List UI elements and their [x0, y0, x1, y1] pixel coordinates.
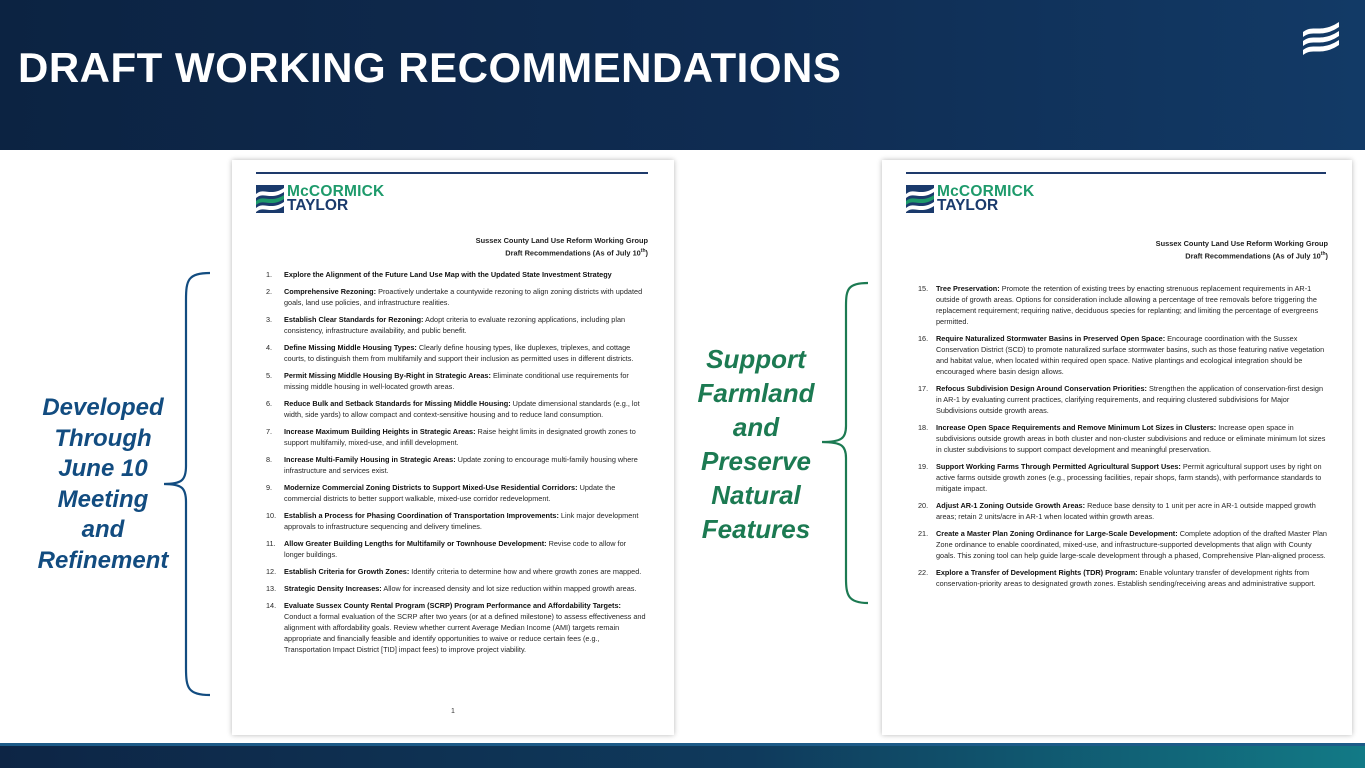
doc-heading-2: Draft Recommendations (As of July 10th) — [1185, 251, 1328, 261]
recommendations-list-1 — [266, 269, 648, 661]
right-label-line: Farmland — [697, 378, 815, 408]
recommendation-item — [918, 333, 1330, 377]
recommendation-title: Refocus Subdivision Design Around Conservation Priorities: — [936, 384, 1147, 393]
recommendation-text: Encourage coordination with the Sussex Conservation District (SCD) to promote naturalized surface stormwater basins, such as those featuring native vegetation and habitat value, when located within required open space. Native plantings and ecological integration should be encouraged where basin design allows. — [936, 334, 1325, 376]
recommendation-item — [266, 600, 648, 655]
recommendation-number: 15. — [918, 284, 929, 293]
right-label-line: Preserve — [701, 446, 811, 476]
left-label-line: and — [81, 516, 125, 543]
recommendation-item — [266, 370, 648, 392]
recommendation-number: 17. — [918, 384, 929, 393]
recommendation-number: 7. — [266, 427, 273, 436]
recommendation-title: Increase Multi-Family Housing in Strategic Areas: — [284, 455, 456, 464]
recommendation-number: 18. — [918, 423, 929, 432]
recommendation-text: Complete adoption of the drafted Master Plan Zone ordinance to enable coordinated, mixed-use, and infrastructure-supported developments that align with County goals. This zoning tool can help guide large-scale development through a phased, Comprehensive Plan-aligned process. — [936, 529, 1327, 560]
recommendation-text: Clearly define housing types, like duplexes, triplexes, and cottage courts, to distinguish them from multifamily and support their inclusion as permitted uses in different districts. — [284, 343, 634, 363]
recommendation-title: Create a Master Plan Zoning Ordinance for Large-Scale Development: — [936, 529, 1178, 538]
recommendation-item — [918, 422, 1330, 455]
recommendation-title: Establish Clear Standards for Rezoning: — [284, 315, 424, 324]
left-brace-icon — [160, 270, 212, 698]
page-number: 1 — [451, 708, 455, 715]
document-page-2 — [882, 160, 1352, 735]
document-page-1 — [232, 160, 674, 735]
logo-line-1: McCORMICK — [937, 183, 1035, 200]
recommendation-number: 9. — [266, 483, 273, 492]
slide-title: DRAFT WORKING RECOMMENDATIONS — [18, 44, 842, 91]
recommendation-item — [266, 454, 648, 476]
recommendation-number: 5. — [266, 371, 273, 380]
recommendation-title: Define Missing Middle Housing Types: — [284, 343, 417, 352]
doc-heading-1: Sussex County Land Use Reform Working Group — [475, 236, 648, 245]
recommendation-title: Increase Open Space Requirements and Remove Minimum Lot Sizes in Clusters: — [936, 423, 1217, 432]
left-label-line: Developed — [42, 394, 164, 421]
brand-wave-icon — [1301, 18, 1341, 58]
logo-line-2: TAYLOR — [937, 197, 999, 214]
recommendation-item — [266, 510, 648, 532]
mccormick-taylor-logo — [906, 185, 1034, 213]
recommendation-number: 14. — [266, 601, 277, 610]
recommendation-item — [266, 342, 648, 364]
recommendation-item — [266, 583, 648, 594]
recommendation-title: Evaluate Sussex County Rental Program (SCRP) Program Performance and Affordability Targets: — [284, 601, 621, 610]
recommendation-number: 11. — [266, 539, 276, 548]
left-label-line: Refinement — [37, 546, 169, 574]
recommendation-number: 1. — [266, 270, 273, 279]
mccormick-taylor-logo-icon — [256, 185, 284, 213]
right-label-line: Support — [706, 344, 806, 374]
recommendation-number: 20. — [918, 501, 929, 510]
mccormick-taylor-logo — [256, 185, 384, 213]
mccormick-taylor-logo-icon — [906, 185, 934, 213]
recommendation-title: Strategic Density Increases: — [284, 584, 382, 593]
recommendation-text: Promote the retention of existing trees by enacting strenuous replacement requirements in AR-1 outside of growth areas. Options for consideration include allowing a percentage of tree removals before triggering the replacement requirement; requiring native, deciduous species for replanting; and limiting the percentage of evergreens permitted. — [936, 284, 1319, 326]
recommendation-text: Update the commercial districts to better support walkable, mixed-use corridor redevelopment. — [284, 483, 616, 503]
page-top-rule — [256, 172, 648, 174]
right-label-line: and — [732, 412, 780, 442]
recommendation-item — [266, 286, 648, 308]
recommendation-item — [918, 461, 1330, 494]
recommendation-text: Permit agricultural support uses by right on active farms outside growth zones (e.g., processing facilities, repair shops, farm stands), with performance standards to mitigate impact. — [936, 462, 1322, 493]
recommendation-item — [918, 283, 1330, 327]
left-label-line: Meeting — [57, 485, 149, 513]
recommendation-title: Tree Preservation: — [936, 284, 1000, 293]
recommendation-title: Adjust AR-1 Zoning Outside Growth Areas: — [936, 501, 1086, 510]
recommendation-title: Explore the Alignment of the Future Land Use Map with the Updated State Investment Strategy — [284, 270, 612, 279]
recommendation-title: Allow Greater Building Lengths for Multifamily or Townhouse Development: — [284, 539, 547, 548]
right-label-line: Natural — [711, 480, 801, 510]
recommendation-text: Adopt criteria to evaluate rezoning applications, including plan consistency, infrastructure availability, and public benefit. — [284, 315, 626, 335]
recommendation-text: Increase open space in subdivisions outside growth areas in both cluster and non-cluster subdivisions and reduce or eliminate minimum lot sizes in cluster subdivisions to support compact development and meaningful preservation. — [936, 423, 1326, 454]
recommendation-number: 2. — [266, 287, 273, 296]
right-side-label — [688, 342, 824, 546]
recommendation-item — [918, 528, 1330, 561]
doc-heading-2: Draft Recommendations (As of July 10th) — [505, 248, 648, 258]
recommendation-title: Explore a Transfer of Development Rights (TDR) Program: — [936, 568, 1138, 577]
recommendation-title: Support Working Farms Through Permitted Agricultural Support Uses: — [936, 462, 1181, 471]
left-label-line: Through — [54, 424, 152, 452]
recommendation-title: Comprehensive Rezoning: — [284, 287, 377, 296]
recommendation-text: Raise height limits in designated growth zones to support multifamily, mixed-use, and infill development. — [284, 427, 636, 447]
recommendation-item — [266, 538, 648, 560]
recommendation-number: 8. — [266, 455, 273, 464]
recommendation-text: Eliminate conditional use requirements for missing middle housing in well-located growth areas. — [284, 371, 629, 391]
recommendation-title: Reduce Bulk and Setback Standards for Missing Middle Housing: — [284, 399, 511, 408]
recommendation-item — [918, 383, 1330, 416]
recommendation-text: Identify criteria to determine how and where growth zones are mapped. — [409, 567, 642, 576]
right-brace-icon — [818, 280, 870, 608]
recommendation-item — [266, 314, 648, 336]
logo-line-1: McCORMICK — [287, 183, 385, 200]
recommendation-title: Permit Missing Middle Housing By-Right in Strategic Areas: — [284, 371, 491, 380]
right-label-line: Features — [701, 514, 811, 544]
recommendation-number: 4. — [266, 343, 273, 352]
recommendation-item — [266, 566, 648, 577]
recommendation-item — [266, 269, 648, 280]
recommendation-text: Update dimensional standards (e.g., lot width, side yards) to allow compact and context-sensitive housing and to reduce land consumption. — [284, 399, 640, 419]
recommendation-text: Link major development approvals to infrastructure sequencing and delivery timelines. — [284, 511, 639, 531]
recommendation-number: 13. — [266, 584, 277, 593]
recommendation-number: 10. — [266, 511, 277, 520]
recommendations-list-2 — [918, 283, 1330, 595]
recommendation-title: Establish Criteria for Growth Zones: — [284, 567, 410, 576]
recommendation-item — [918, 500, 1330, 522]
recommendation-number: 19. — [918, 462, 929, 471]
recommendation-item — [266, 482, 648, 504]
recommendation-number: 12. — [266, 567, 277, 576]
recommendation-number: 16. — [918, 334, 929, 343]
footer-band — [0, 746, 1365, 768]
logo-line-2: TAYLOR — [287, 197, 349, 214]
recommendation-text: Enable voluntary transfer of development rights from conservation-priority areas to designated growth zones. Establish sending/receiving areas and administrative support. — [936, 568, 1316, 588]
recommendation-item — [918, 567, 1330, 589]
recommendation-text: Reduce base density to 1 unit per acre in AR-1 outside mapped growth areas; retain 2 units/acre in AR-1 when located within growth areas. — [936, 501, 1316, 521]
recommendation-item — [266, 426, 648, 448]
recommendation-text: Revise code to allow for longer buildings. — [284, 539, 627, 559]
recommendation-title: Increase Maximum Building Heights in Strategic Areas: — [284, 427, 476, 436]
document-heading — [1156, 239, 1328, 261]
recommendation-item — [266, 398, 648, 420]
header-band — [0, 0, 1365, 150]
recommendation-text: Strengthen the application of conservation-first design in AR-1 by evaluating current practices, clarifying requirements, and requiring clustered subdivisions for Major Subdivisions outside growth areas. — [936, 384, 1324, 415]
recommendation-text: Conduct a formal evaluation of the SCRP after two years (or at a defined milestone) to assess effectiveness and alignment with affordability goals. Review whether current Average Median Income (AMI) targets remain appropriate and financially feasible and identify opportunities to waive or reduce certain fees (e.g., Transportation Impact District [TID] impact fees) to improve project viability. — [284, 612, 646, 654]
recommendation-title: Establish a Process for Phasing Coordination of Transportation Improvements: — [284, 511, 559, 520]
recommendation-text: Allow for increased density and lot size reduction within mapped growth areas. — [381, 584, 637, 593]
left-label-line: June 10 — [58, 455, 148, 482]
doc-heading-1: Sussex County Land Use Reform Working Group — [1155, 239, 1328, 248]
recommendation-number: 21. — [918, 529, 929, 538]
document-heading — [476, 236, 648, 258]
recommendation-number: 22. — [918, 568, 929, 577]
recommendation-title: Modernize Commercial Zoning Districts to Support Mixed-Use Residential Corridors: — [284, 483, 578, 492]
recommendation-text: Proactively undertake a countywide rezoning to align zoning districts with updated goals, land use policies, and infrastructure realities. — [284, 287, 643, 307]
recommendation-number: 6. — [266, 399, 273, 408]
recommendation-number: 3. — [266, 315, 273, 324]
recommendation-title: Require Naturalized Stormwater Basins in Preserved Open Space: — [936, 334, 1166, 343]
page-top-rule — [906, 172, 1326, 174]
recommendation-text: Update zoning to encourage multi-family housing where infrastructure and services exist. — [284, 455, 638, 475]
